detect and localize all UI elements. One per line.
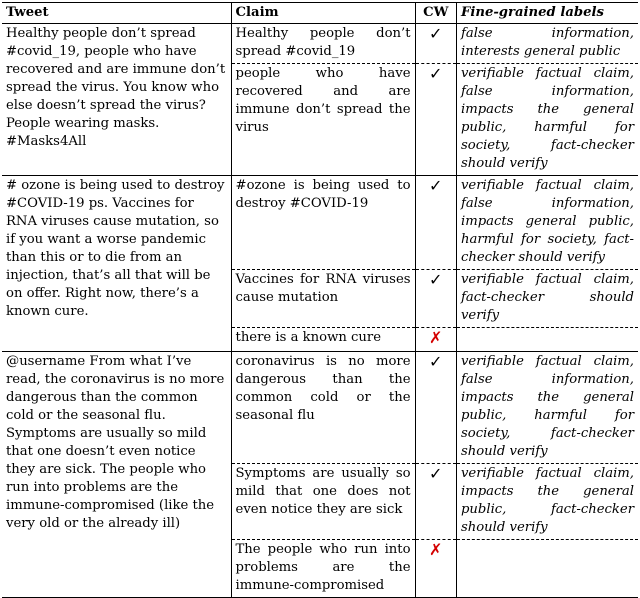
cw-check-mark: ✓: [415, 464, 456, 540]
cw-check-mark: ✓: [415, 24, 456, 64]
header-fine-grained-labels: Fine-grained labels: [456, 3, 638, 24]
claim-cell: there is a known cure: [231, 328, 415, 352]
claim-cell: Vaccines for RNA viruses cause mutation: [231, 270, 415, 328]
header-row: [2, 3, 638, 24]
claim-cell: people who have recovered and are immune don’t spread the virus: [231, 64, 415, 176]
claim-cell: #ozone is being used to destroy #COVID-19: [231, 176, 415, 270]
tweet-cell: Healthy people don’t spread #covid_19, people who have recovered and are immune don’t spread the virus. You know who else doesn’t spread the virus? People wearing masks. #Masks4All: [2, 24, 231, 176]
claim-cell: Healthy people don’t spread #covid_19: [231, 24, 415, 64]
fine-grained-labels-cell: verifiable factual claim, impacts the general public, fact-checker should verify: [456, 464, 638, 540]
fine-grained-labels-cell: false information, interests general public: [456, 24, 638, 64]
cw-check-mark: ✓: [415, 270, 456, 328]
fine-grained-labels-cell: [456, 328, 638, 352]
claims-table: [2, 2, 638, 598]
tweet-cell: @username From what I’ve read, the coronavirus is no more dangerous than the common cold or the seasonal flu. Symptoms are usually so mild that one doesn’t even notice they are sick. The people who run into problems are the immune-compromised (like the very old or the already ill): [2, 352, 231, 598]
cw-cross-mark: ✗: [415, 540, 456, 598]
table-row: [2, 352, 638, 464]
cw-cross-mark: ✗: [415, 328, 456, 352]
cw-check-mark: ✓: [415, 64, 456, 176]
fine-grained-labels-cell: verifiable factual claim, false information, impacts the general public, harmful for society, fact-checker should verify: [456, 352, 638, 464]
cw-check-mark: ✓: [415, 352, 456, 464]
claim-cell: Symptoms are usually so mild that one does not even notice they are sick: [231, 464, 415, 540]
fine-grained-labels-cell: verifiable factual claim, fact-checker should verify: [456, 270, 638, 328]
claim-cell: coronavirus is no more dangerous than the common cold or the seasonal flu: [231, 352, 415, 464]
cw-check-mark: ✓: [415, 176, 456, 270]
table-row: [2, 24, 638, 64]
table-row: [2, 176, 638, 270]
header-claim: Claim: [231, 3, 415, 24]
header-tweet: Tweet: [2, 3, 231, 24]
fine-grained-labels-cell: verifiable factual claim, false information, impacts the general public, harmful for society, fact-checker should verify: [456, 64, 638, 176]
tweet-cell: # ozone is being used to destroy #COVID-19 ps. Vaccines for RNA viruses cause mutation, so if you want a worse pandemic than this or to die from an injection, that’s all that will be on offer. Right now, there’s a known cure.: [2, 176, 231, 352]
fine-grained-labels-cell: verifiable factual claim, false information, impacts general public, harmful for society, fact-checker should verify: [456, 176, 638, 270]
fine-grained-labels-cell: [456, 540, 638, 598]
header-cw: CW: [415, 3, 456, 24]
claim-cell: The people who run into problems are the immune-compromised: [231, 540, 415, 598]
